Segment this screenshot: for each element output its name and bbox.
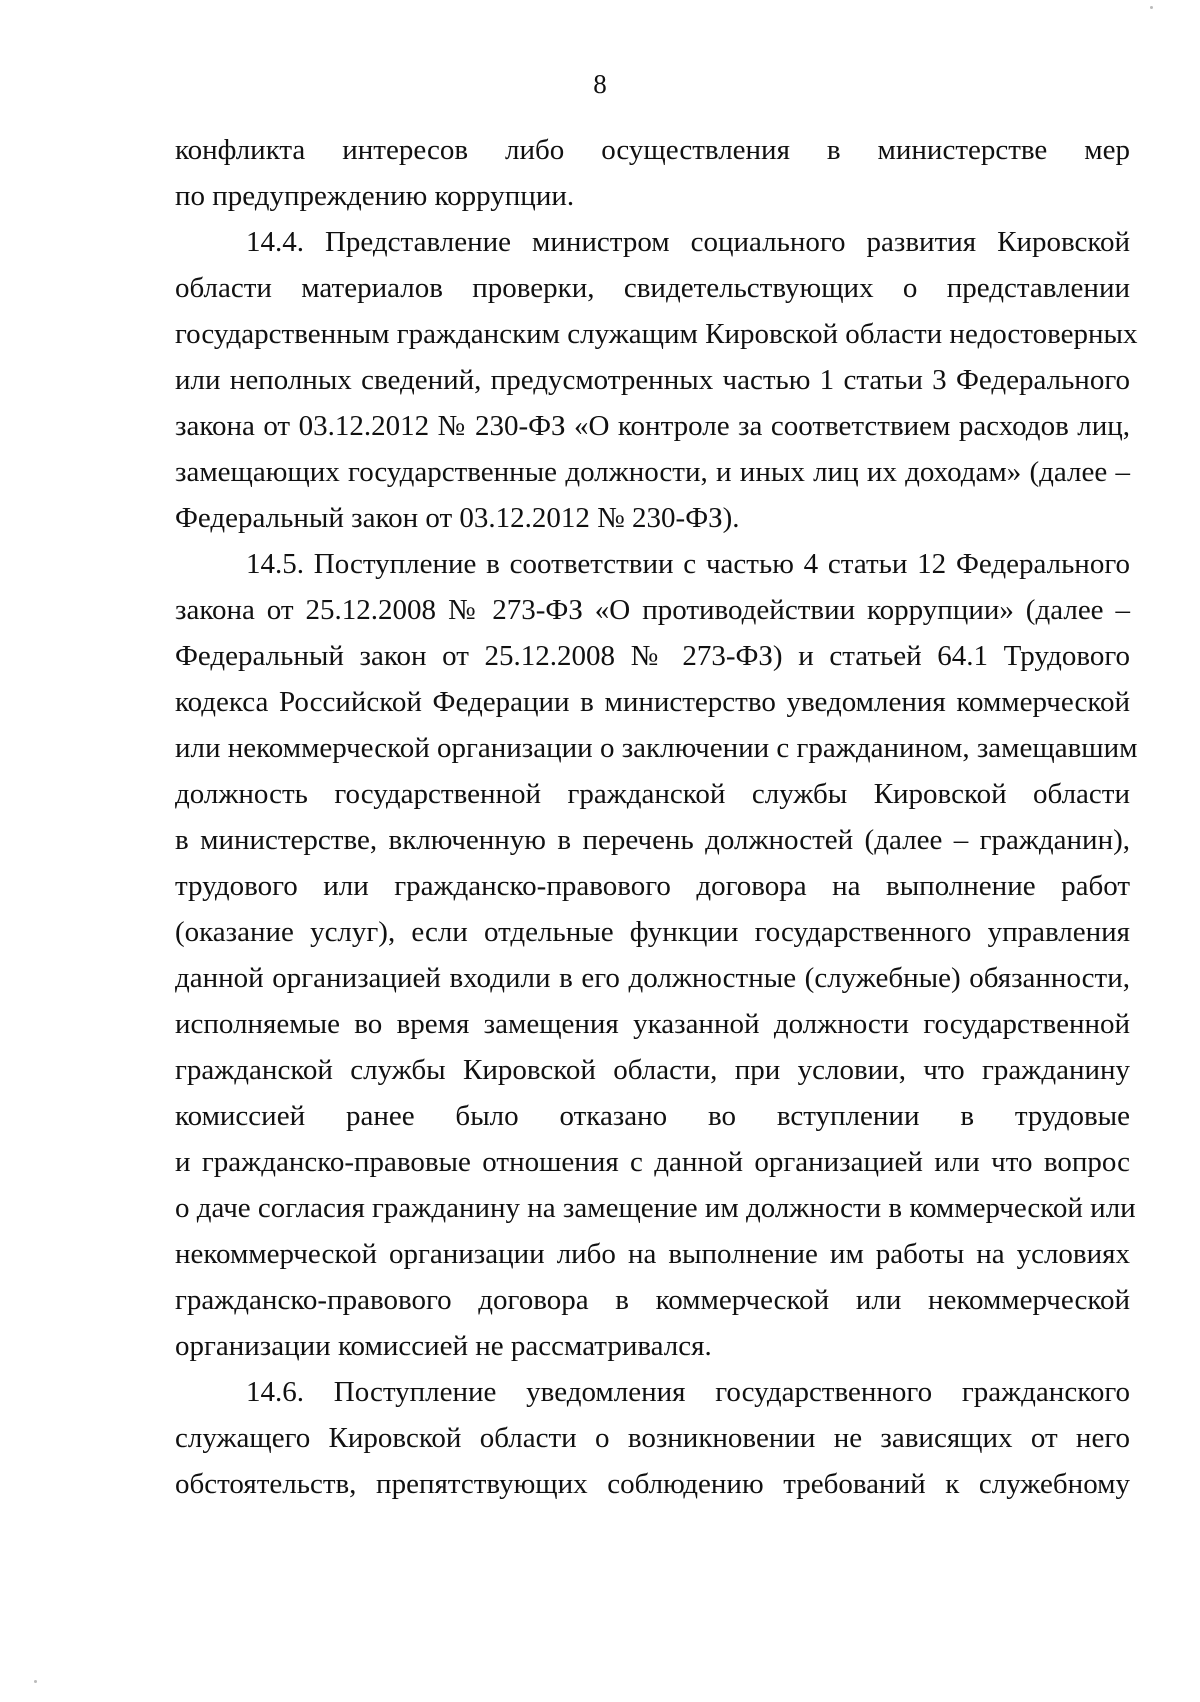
- text-line: (оказание услуг), если отдельные функции государственного управления: [175, 916, 1130, 948]
- text-line: исполняемые во время замещения указанной должности государственной: [175, 1008, 1130, 1040]
- text-line: данной организацией входили в его должностные (служебные) обязанности,: [175, 962, 1130, 994]
- paragraph-14-6-start: 14.6. Поступление уведомления государственного гражданского: [246, 1376, 1130, 1408]
- text-line: или неполных сведений, предусмотренных частью 1 статьи 3 Федерального: [175, 364, 1130, 396]
- text-line: некоммерческой организации либо на выполнение им работы на условиях: [175, 1238, 1130, 1270]
- text-line: и гражданско-правовые отношения с данной организацией или что вопрос: [175, 1146, 1130, 1178]
- text-line: организации комиссией не рассматривался.: [175, 1330, 712, 1362]
- text-line: конфликта интересов либо осуществления в министерстве мер: [175, 134, 1130, 166]
- scan-speck: [1150, 6, 1153, 9]
- text-line: или некоммерческой организации о заключении с гражданином, замещавшим: [175, 732, 1138, 764]
- text-line: гражданско-правового договора в коммерческой или некоммерческой: [175, 1284, 1130, 1316]
- page-number: 8: [593, 69, 607, 99]
- text-line: области материалов проверки, свидетельствующих о представлении: [175, 272, 1130, 304]
- paragraph-14-4-start: 14.4. Представление министром социального развития Кировской: [246, 226, 1130, 258]
- text-line: служащего Кировской области о возникновении не зависящих от него: [175, 1422, 1130, 1454]
- text-line: трудового или гражданско-правового договора на выполнение работ: [175, 870, 1130, 902]
- text-line: Федеральный закон от 25.12.2008 № 273-ФЗ) и статьей 64.1 Трудового: [175, 640, 1130, 672]
- text-line: по предупреждению коррупции.: [175, 180, 575, 212]
- scan-speck: [34, 1680, 37, 1683]
- text-line: комиссией ранее было отказано во вступлении в трудовые: [175, 1100, 1130, 1132]
- text-line: государственным гражданским служащим Кировской области недостоверных: [175, 318, 1138, 350]
- text-line: закона от 25.12.2008 № 273-ФЗ «О противодействии коррупции» (далее –: [175, 594, 1130, 626]
- text-line: о даче согласия гражданину на замещение им должности в коммерческой или: [175, 1192, 1136, 1224]
- text-line: кодекса Российской Федерации в министерство уведомления коммерческой: [175, 686, 1130, 718]
- text-line: замещающих государственные должности, и иных лиц их доходам» (далее –: [175, 456, 1130, 488]
- text-line: гражданской службы Кировской области, при условии, что гражданину: [175, 1054, 1130, 1086]
- text-line: обстоятельств, препятствующих соблюдению требований к служебному: [175, 1468, 1130, 1500]
- paragraph-14-5-start: 14.5. Поступление в соответствии с частью 4 статьи 12 Федерального: [246, 548, 1130, 580]
- text-line: закона от 03.12.2012 № 230-ФЗ «О контроле за соответствием расходов лиц,: [175, 410, 1130, 442]
- text-line: должность государственной гражданской службы Кировской области: [175, 778, 1130, 810]
- text-line: Федеральный закон от 03.12.2012 № 230-ФЗ).: [175, 502, 740, 534]
- text-line: в министерстве, включенную в перечень должностей (далее – гражданин),: [175, 824, 1130, 856]
